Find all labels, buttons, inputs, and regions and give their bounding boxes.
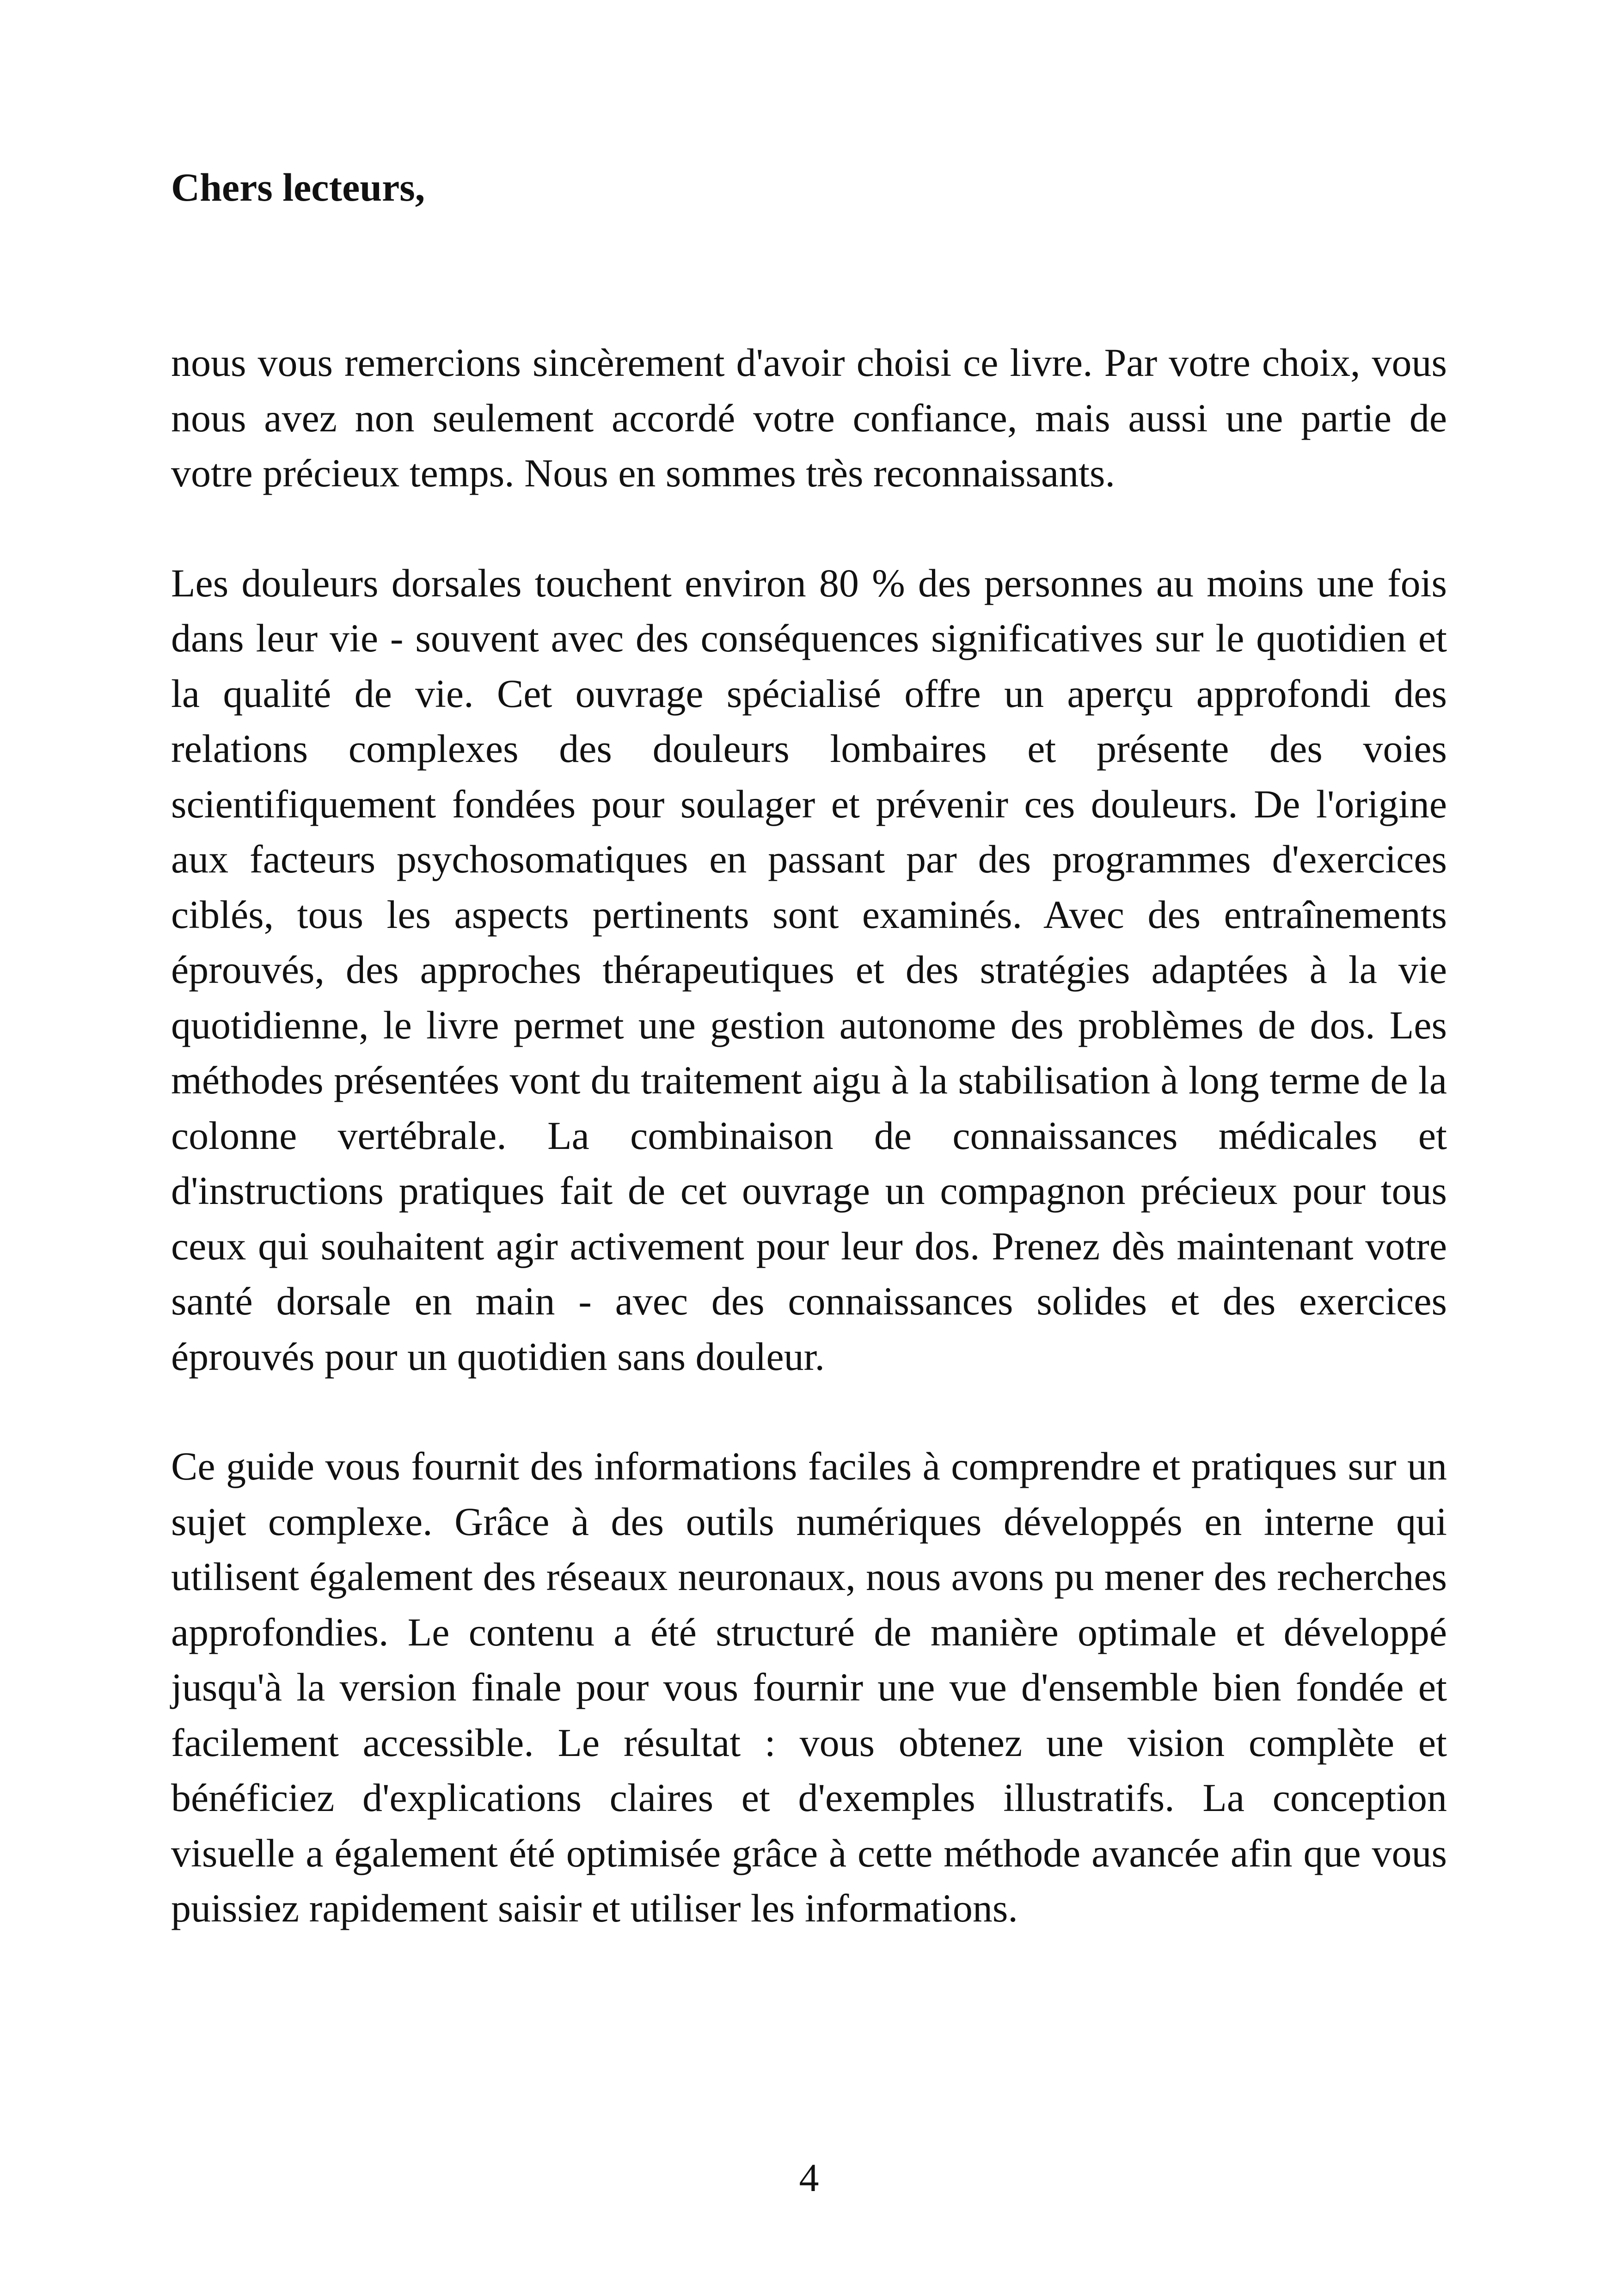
paragraph-back-pain: Les douleurs dorsales touchent environ 80 % des personnes au moins une fois dans leur vie - souvent avec des conséquences significatives sur le quotidien et la qualité de vie. Cet ouvrage spécialisé offre un aperçu approfondi des relations complexes des douleurs lombaires et présente des voies scientifiquement fondées pour soulager et prévenir ces douleurs. De l'origine aux facteurs psychosomatiques en passant par des programmes d'exercices ciblés, tous les aspects pertinents sont examinés. Avec des entraînements éprouvés, des approches thérapeutiques et des stratégies adaptées à la vie quotidienne, le livre permet une gestion autonome des problèmes de dos. Les méthodes présentées vont du traitement aigu à la stabilisation à long terme de la colonne vertébrale. La combinaison de connaissances médicales et d'instructions pratiques fait de cet ouvrage un compagnon précieux pour tous ceux qui souhaitent agir activement pour leur dos. Prenez dès maintenant votre santé dorsale en main - avec des connaissances solides et des exercices éprouvés pour un quotidien sans douleur. <box>171 560 1447 1379</box>
body-text <box>171 335 1447 1991</box>
page-number: 4 <box>799 2155 819 2200</box>
paragraph-guide: Ce guide vous fournit des informations faciles à comprendre et pratiques sur un sujet complexe. Grâce à des outils numériques développés en interne qui utilisent également des réseaux neuronaux, nous avons pu mener des recherches approfondies. Le contenu a été structuré de manière optimale et développé jusqu'à la version finale pour vous fournir une vue d'ensemble bien fondée et facilement accessible. Le résultat : vous obtenez une vision complète et bénéficiez d'explications claires et d'exemples illustratifs. La conception visuelle a également été optimisée grâce à cette méthode avancée afin que vous puissiez rapidement saisir et utiliser les informations. <box>171 1444 1447 1930</box>
paragraph-thanks: nous vous remercions sincèrement d'avoir choisi ce livre. Par votre choix, vous nous avez non seulement accordé votre confiance, mais aussi une partie de votre précieux temps. Nous en sommes très reconnaissants. <box>171 340 1447 495</box>
greeting-heading: Chers lecteurs, <box>171 165 425 209</box>
